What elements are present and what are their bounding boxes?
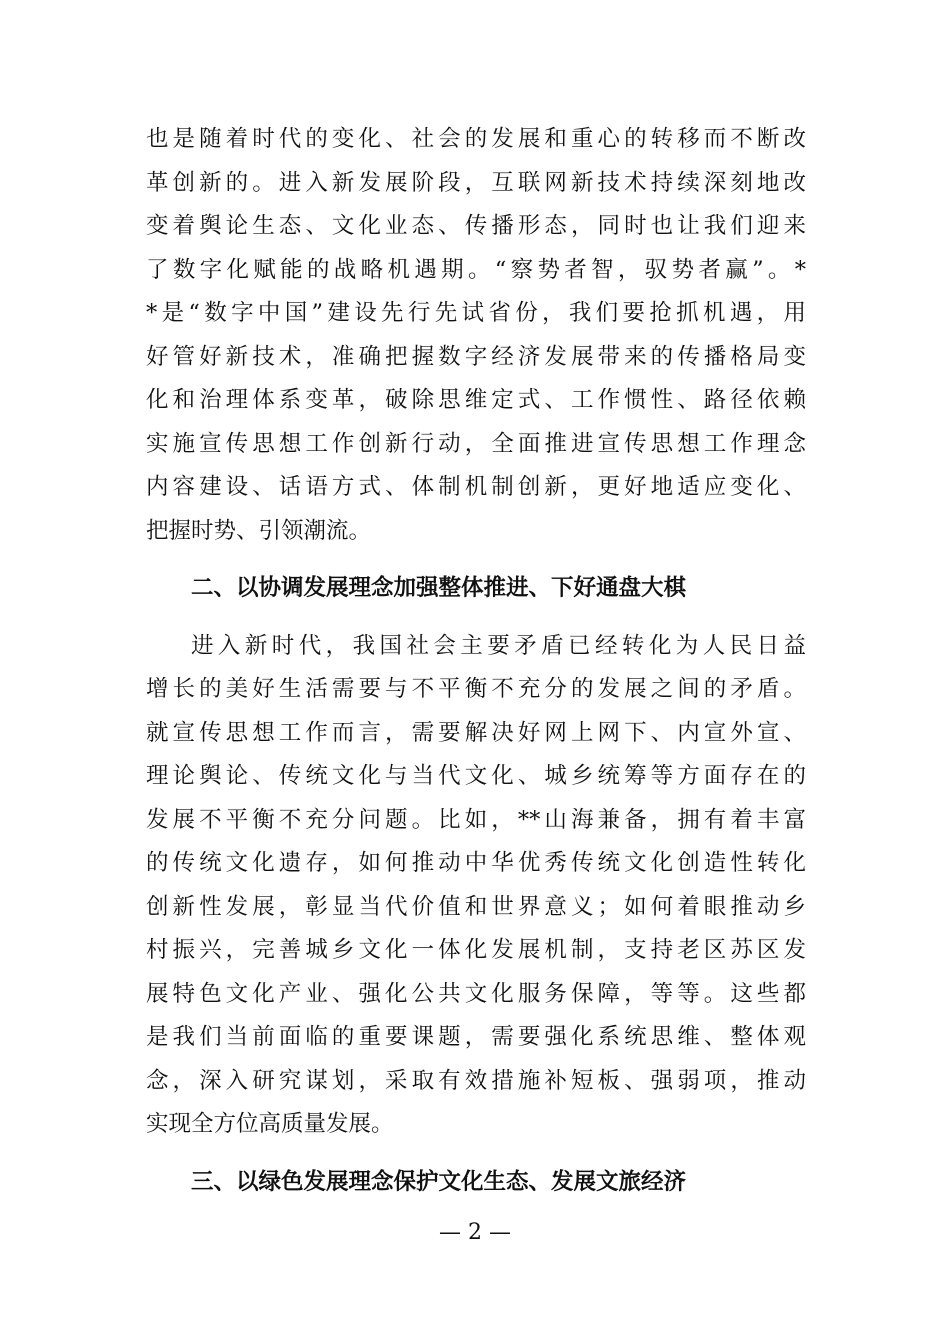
text-line: 实现全方位高质量发展。 (146, 1111, 394, 1137)
text-line: 了数字化赋能的战略机遇期。“察势者智，驭势者赢”。* (146, 256, 806, 283)
text-line: 村振兴，完善城乡文化一体化发展机制，支持老区苏区发 (146, 937, 806, 963)
text-line: 好管好新技术，准确把握数字经济发展带来的传播格局变 (146, 343, 806, 370)
paragraph-2 (146, 625, 806, 1147)
section-heading-2: 二、以协调发展理念加强整体推进、下好通盘大棋 (191, 575, 687, 601)
text-line: 化和治理体系变革，破除思维定式、工作惯性、路径依赖 (146, 387, 806, 413)
text-line: 的传统文化遗存，如何推动中华优秀传统文化创造性转化 (146, 850, 806, 876)
document-body (146, 118, 806, 1218)
text-line: 实施宣传思想工作创新行动，全面推进宣传思想工作理念 (146, 430, 806, 457)
text-line: 增长的美好生活需要与不平衡不充分的发展之间的矛盾。 (146, 676, 806, 702)
page-number: — 2 — (439, 1220, 511, 1245)
text-line: 把握时势、引领潮流。 (146, 517, 372, 544)
text-line: 展特色文化产业、强化公共文化服务保障，等等。这些都 (146, 980, 806, 1007)
text-line: 是我们当前面临的重要课题，需要强化系统思维、整体观 (146, 1024, 806, 1050)
text-line: 变着舆论生态、文化业态、传播形态，同时也让我们迎来 (146, 213, 806, 239)
text-line: 内容建设、话语方式、体制机制创新，更好地适应变化、 (146, 474, 806, 500)
text-line: 也是随着时代的变化、社会的发展和重心的转移而不断改 (146, 126, 806, 152)
section-heading-3: 三、以绿色发展理念保护文化生态、发展文旅经济 (191, 1168, 687, 1195)
text-line: 创新性发展，彰显当代价值和世界意义；如何着眼推动乡 (146, 893, 806, 920)
text-line: 进入新时代，我国社会主要矛盾已经转化为人民日益 (191, 632, 806, 659)
text-line: 革创新的。进入新发展阶段，互联网新技术持续深刻地改 (146, 169, 806, 196)
text-line: 念，深入研究谋划，采取有效措施补短板、强弱项，推动 (146, 1067, 806, 1094)
text-line: *是“数字中国”建设先行先试省份，我们要抢抓机遇，用 (146, 300, 806, 326)
paragraph-1 (146, 118, 806, 553)
text-line: 理论舆论、传统文化与当代文化、城乡统筹等方面存在的 (146, 763, 806, 789)
text-line: 发展不平衡不充分问题。比如，**山海兼备，拥有着丰富 (146, 806, 806, 833)
text-line: 就宣传思想工作而言，需要解决好网上网下、内宣外宣、 (146, 719, 806, 746)
